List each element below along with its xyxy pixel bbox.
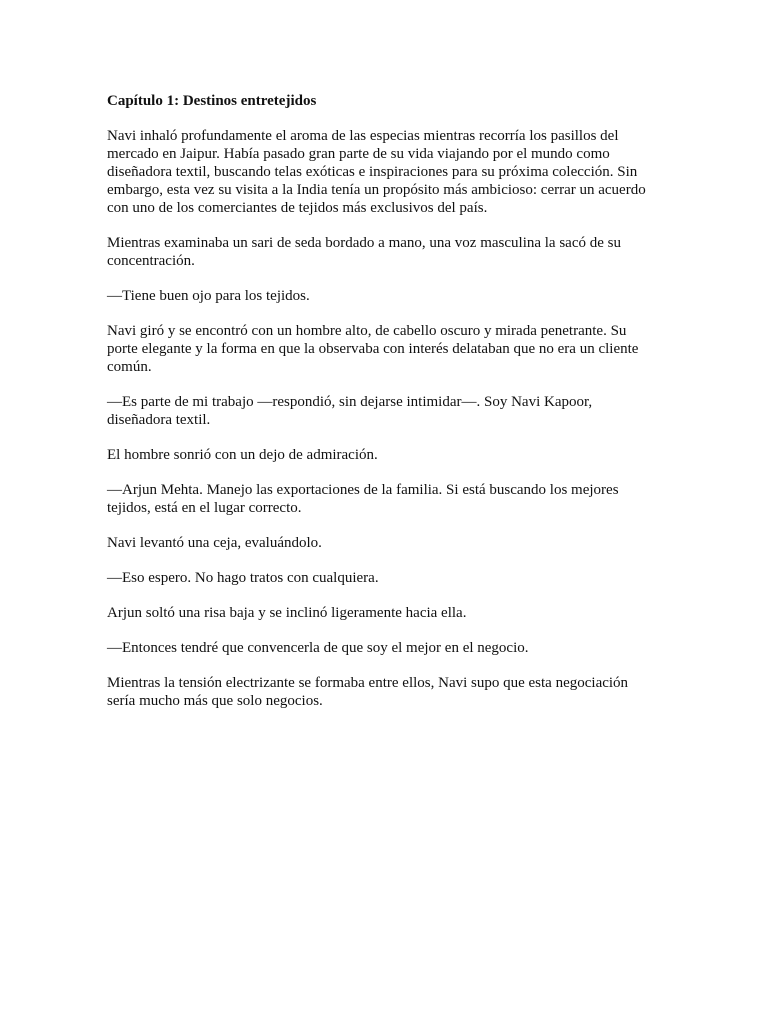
paragraph: —Tiene buen ojo para los tejidos. (107, 288, 310, 304)
paragraph: Navi levantó una ceja, evaluándolo. (107, 535, 322, 551)
paragraph: Arjun soltó una risa baja y se inclinó ligeramente hacia ella. (107, 605, 467, 621)
paragraph: —Es parte de mi trabajo —respondió, sin dejarse intimidar—. Soy Navi Kapoor, diseñadora textil. (107, 394, 593, 428)
paragraph: Navi inhaló profundamente el aroma de las especias mientras recorría los pasillos del mercado en Jaipur. Había pasado gran parte de su vida viajando por el mundo como diseñadora textil, buscando telas exóticas e inspiraciones para su próxima colección. Sin embargo, esta vez su visita a la India tenía un propósito más ambicioso: cerrar un acuerdo con uno de los comerciantes de tejidos más exclusivos del país. (107, 128, 646, 216)
paragraph: El hombre sonrió con un dejo de admiración. (107, 447, 378, 463)
paragraph: Navi giró y se encontró con un hombre alto, de cabello oscuro y mirada penetrante. Su porte elegante y la forma en que la observaba con interés delataban que no era un cliente común. (107, 323, 639, 375)
paragraph: —Eso espero. No hago tratos con cualquiera. (107, 570, 379, 586)
paragraph: —Arjun Mehta. Manejo las exportaciones de la familia. Si está buscando los mejores tejidos, está en el lugar correcto. (107, 482, 619, 516)
paragraph: —Entonces tendré que convencerla de que soy el mejor en el negocio. (107, 640, 529, 656)
paragraph: Mientras la tensión electrizante se formaba entre ellos, Navi supo que esta negociación sería mucho más que solo negocios. (107, 675, 629, 709)
paragraph: Mientras examinaba un sari de seda bordado a mano, una voz masculina la sacó de su concentración. (107, 235, 621, 269)
document-body (107, 92, 667, 727)
chapter-title: Capítulo 1: Destinos entretejidos (107, 93, 317, 109)
